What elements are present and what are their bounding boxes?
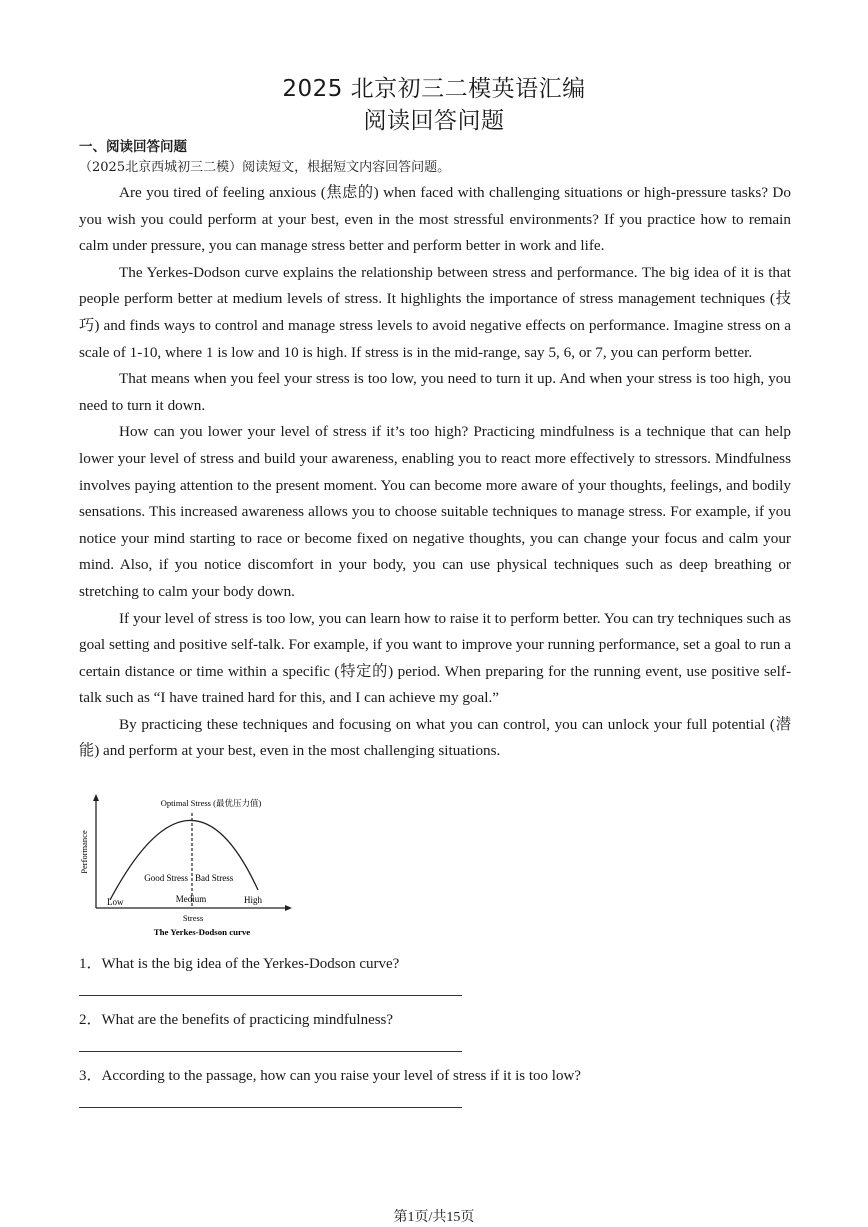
answer-line-3[interactable]	[79, 1107, 462, 1108]
y-axis-arrow	[93, 794, 99, 801]
bad-stress-label: Bad Stress	[195, 873, 234, 883]
passage-paragraph: If your level of stress is too low, you can learn how to raise it to perform better. You can try techniques such as goal setting and positive self-talk. For example, if you want to improve your running performance, set a goal to run a certain distance or time within a specific (特定的) period. When preparing for the running event, use positive self-talk such as “I have trained hard for this, and I can achieve my goal.”	[79, 609, 791, 707]
reading-passage	[79, 180, 791, 765]
low-label: Low	[107, 897, 124, 907]
question-source: （2025北京西城初三二模）阅读短文，根据短文内容回答问题。	[79, 160, 451, 175]
performance-curve	[110, 820, 258, 900]
figure-caption: The Yerkes-Dodson curve	[153, 927, 251, 937]
page-indicator: 第1页/共15页	[393, 1210, 475, 1225]
answer-line-2[interactable]	[79, 1051, 462, 1052]
passage-paragraph: That means when you feel your stress is too low, you need to turn it up. And when your stress is too high, you need to turn it down.	[79, 370, 791, 414]
document-title: 2025 北京初三二模英语汇编	[282, 76, 586, 102]
passage-paragraph: By practicing these techniques and focusing on what you can control, you can unlock your full potential (潜能) and perform at your best, even in the most challenging situations.	[79, 715, 791, 760]
section-heading: 一、阅读回答问题	[79, 139, 187, 155]
peak-label: Optimal Stress (最优压力值)	[160, 798, 262, 808]
x-axis-arrow	[285, 905, 292, 911]
question-3: 3．According to the passage, how can you raise your level of stress if it is too low?	[79, 1068, 581, 1084]
y-axis-label: Performance	[79, 830, 89, 874]
passage-paragraph: The Yerkes-Dodson curve explains the relationship between stress and performance. The big idea of it is that people perform better at medium levels of stress. It highlights the importance of stress management techniques (技巧) and finds ways to control and manage stress levels to avoid negative effects on performance. Imagine stress on a scale of 1-10, where 1 is low and 10 is high. If stress is in the mid-range, say 5, 6, or 7, you can perform better.	[79, 263, 791, 361]
answer-line-1[interactable]	[79, 995, 462, 996]
medium-label: Medium	[175, 894, 207, 904]
question-2: 2．What are the benefits of practicing mindfulness?	[79, 1012, 394, 1028]
yerkes-dodson-figure	[74, 790, 304, 940]
x-axis-label: Stress	[182, 913, 204, 923]
high-label: High	[244, 895, 262, 905]
document-subtitle: 阅读回答问题	[363, 108, 505, 134]
question-1: 1．What is the big idea of the Yerkes-Dodson curve?	[79, 956, 400, 972]
passage-paragraph: How can you lower your level of stress if it’s too high? Practicing mindfulness is a technique that can help lower your level of stress and build your awareness, enabling you to react more effectively to stressors. Mindfulness involves paying attention to the present moment. You can become more aware of your thoughts, feelings, and bodily sensations. This increased awareness allows you to choose suitable techniques to manage stress. For example, if you notice your mind starting to race or become fixed on negative thoughts, you can change your focus and calm your mind. Also, if you notice discomfort in your body, you can use physical techniques such as deep breathing or stretching to calm your body down.	[79, 423, 791, 600]
passage-paragraph: Are you tired of feeling anxious (焦虑的) when faced with challenging situations or high-pressure tasks? Do you wish you could perform at your best, even in the most stressful environments? If you practice how to remain calm under pressure, you can manage stress better and perform better in work and life.	[79, 184, 791, 255]
good-stress-label: Good Stress	[144, 873, 188, 883]
